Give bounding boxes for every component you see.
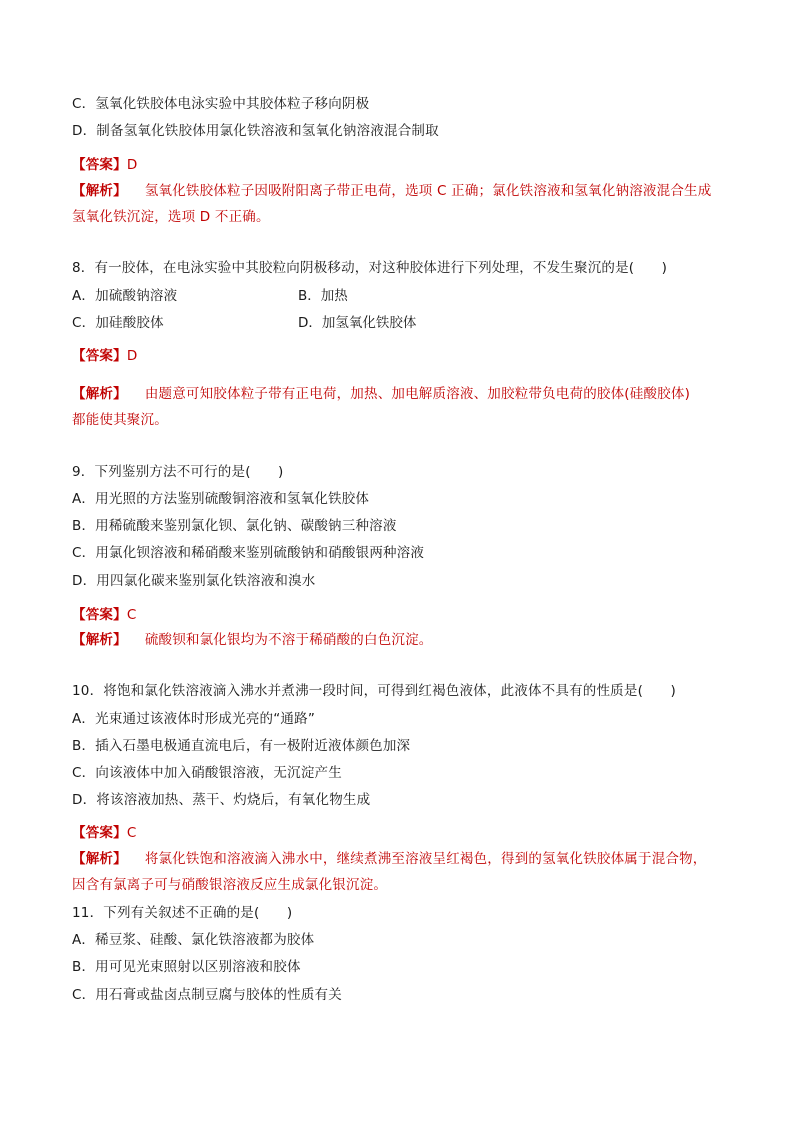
option-c: C．用氯化钡溶液和稀硝酸来鉴别硫酸钠和硝酸银两种溶液 [72,545,425,561]
explanation-line [72,384,690,404]
option-d: D．加氢氧化铁胶体 [298,315,417,331]
answer-tag: 【答案】 [72,607,127,623]
option-line: D．制备氢氧化铁胶体用氯化铁溶液和氢氧化钠溶液混合制取 [72,123,439,139]
question-stem: 10．将饱和氯化铁溶液滴入沸水并煮沸一段时间，可得到红褐色液体，此液体不具有的性质是( ) [72,683,676,699]
answer-line [72,823,136,843]
explanation-tag: 【解析】 [72,386,127,402]
answer-line [72,605,136,625]
option-c: C．用石膏或盐卤点制豆腐与胶体的性质有关 [72,987,342,1003]
option-b: B．插入石墨电极通直流电后，有一极附近液体颜色加深 [72,738,411,754]
explanation-text: 因含有氯离子可与硝酸银溶液反应生成氯化银沉淀。 [72,877,388,893]
explanation-tag: 【解析】 [72,183,127,199]
option-line: C．氢氧化铁胶体电泳实验中其胶体粒子移向阴极 [72,96,370,112]
option-d: D．将该溶液加热、蒸干、灼烧后，有氧化物生成 [72,792,371,808]
explanation-line [72,630,433,650]
explanation-tag: 【解析】 [72,632,127,648]
option-a: A．用光照的方法鉴别硫酸铜溶液和氢氧化铁胶体 [72,491,370,507]
option-a: A．光束通过该液体时形成光亮的“通路” [72,711,316,727]
explanation-line [72,849,707,869]
option-b: B．用可见光束照射以区别溶液和胶体 [72,959,301,975]
question-stem: 8．有一胶体，在电泳实验中其胶粒向阴极移动，对这种胶体进行下列处理，不发生聚沉的是( ) [72,260,668,276]
explanation-text: 都能使其聚沉。 [72,412,168,428]
answer-value: C [126,825,137,841]
explanation-line [72,181,711,201]
explanation-text: 氢氧化铁胶体粒子因吸附阳离子带正电荷，选项 C 正确；氯化铁溶液和氢氧化钠溶液混合生成 [144,183,712,199]
answer-tag: 【答案】 [72,348,127,364]
explanation-text: 将氯化铁饱和溶液滴入沸水中，继续煮沸至溶液呈红褐色，得到的氢氧化铁胶体属于混合物， [144,851,707,867]
explanation-tag: 【解析】 [72,851,127,867]
option-d: D．用四氯化碳来鉴别氯化铁溶液和溴水 [72,573,316,589]
option-c: C．加硅酸胶体 [72,315,164,331]
answer-line [72,346,137,366]
option-a: A．稀豆浆、硅酸、氯化铁溶液都为胶体 [72,932,315,948]
explanation-text: 硫酸钡和氯化银均为不溶于稀硝酸的白色沉淀。 [144,632,433,648]
option-b: B．用稀硫酸来鉴别氯化钡、氯化钠、碳酸钠三种溶液 [72,518,397,534]
option-c: C．向该液体中加入硝酸银溶液，无沉淀产生 [72,765,342,781]
question-stem: 9．下列鉴别方法不可行的是( ) [72,464,284,480]
question-stem: 11．下列有关叙述不正确的是( ) [72,905,293,921]
answer-line [72,155,137,175]
answer-value: D [126,348,138,364]
explanation-text: 由题意可知胶体粒子带有正电荷，加热、加电解质溶液、加胶粒带负电荷的胶体(硅酸胶体) [144,386,691,402]
option-b: B．加热 [298,288,348,304]
answer-tag: 【答案】 [72,825,127,841]
explanation-text: 氢氧化铁沉淀，选项 D 不正确。 [72,209,270,225]
answer-value: D [126,157,138,173]
answer-value: C [126,607,137,623]
option-a: A．加硫酸钠溶液 [72,288,178,304]
answer-tag: 【答案】 [72,157,127,173]
